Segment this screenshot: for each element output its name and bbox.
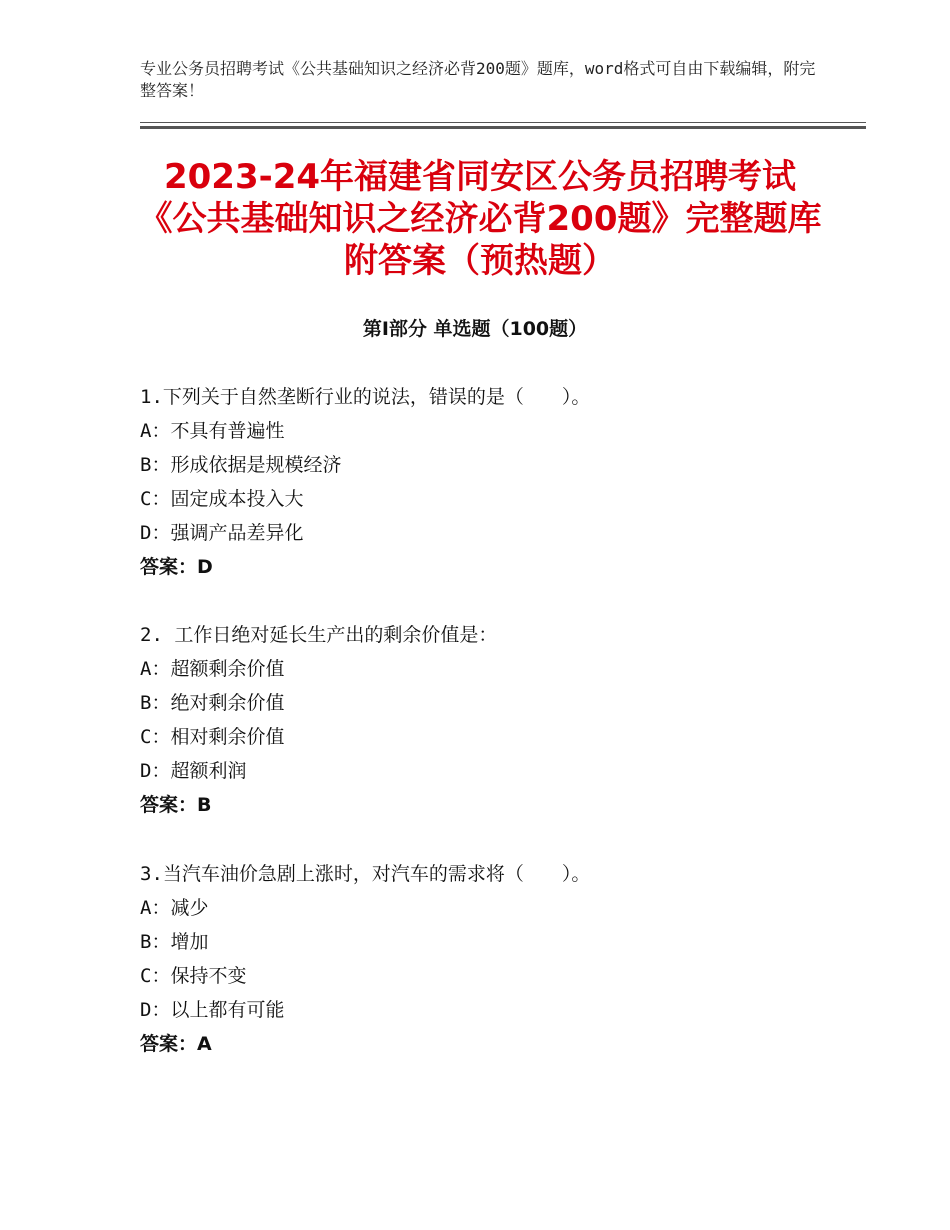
option-c: C：保持不变 (140, 965, 247, 987)
option-c: C：固定成本投入大 (140, 488, 304, 510)
option-b: B：形成依据是规模经济 (140, 454, 342, 476)
document-title: 2023-24年福建省同安区公务员招聘考试《公共基础知识之经济必背200题》完整题库附答案（预热题） (138, 157, 822, 281)
header-rule-thick (140, 126, 866, 129)
option-c: C：相对剩余价值 (140, 726, 285, 748)
header-rule-thin (140, 122, 866, 123)
question-3 (140, 857, 840, 1061)
question-2 (140, 618, 840, 822)
option-a: A：减少 (140, 897, 209, 919)
option-d: D：以上都有可能 (140, 999, 285, 1021)
answer: 答案：D (140, 556, 213, 578)
question-stem: 2. 工作日绝对延长生产出的剩余价值是： (140, 624, 498, 646)
option-d: D：强调产品差异化 (140, 522, 304, 544)
question-stem: 1.下列关于自然垄断行业的说法，错误的是（ ）。 (140, 386, 591, 408)
answer: 答案：B (140, 794, 212, 816)
question-stem: 3.当汽车油价急剧上涨时，对汽车的需求将（ ）。 (140, 863, 591, 885)
answer: 答案：A (140, 1033, 212, 1055)
question-1 (140, 380, 840, 584)
section-heading: 第Ⅰ部分 单选题（100题） (362, 318, 588, 340)
option-a: A：不具有普遍性 (140, 420, 285, 442)
option-b: B：绝对剩余价值 (140, 692, 285, 714)
option-b: B：增加 (140, 931, 209, 953)
option-d: D：超额利润 (140, 760, 247, 782)
header-note: 专业公务员招聘考试《公共基础知识之经济必背200题》题库，word格式可自由下载编辑，附完整答案！ (140, 59, 816, 100)
option-a: A：超额剩余价值 (140, 658, 285, 680)
